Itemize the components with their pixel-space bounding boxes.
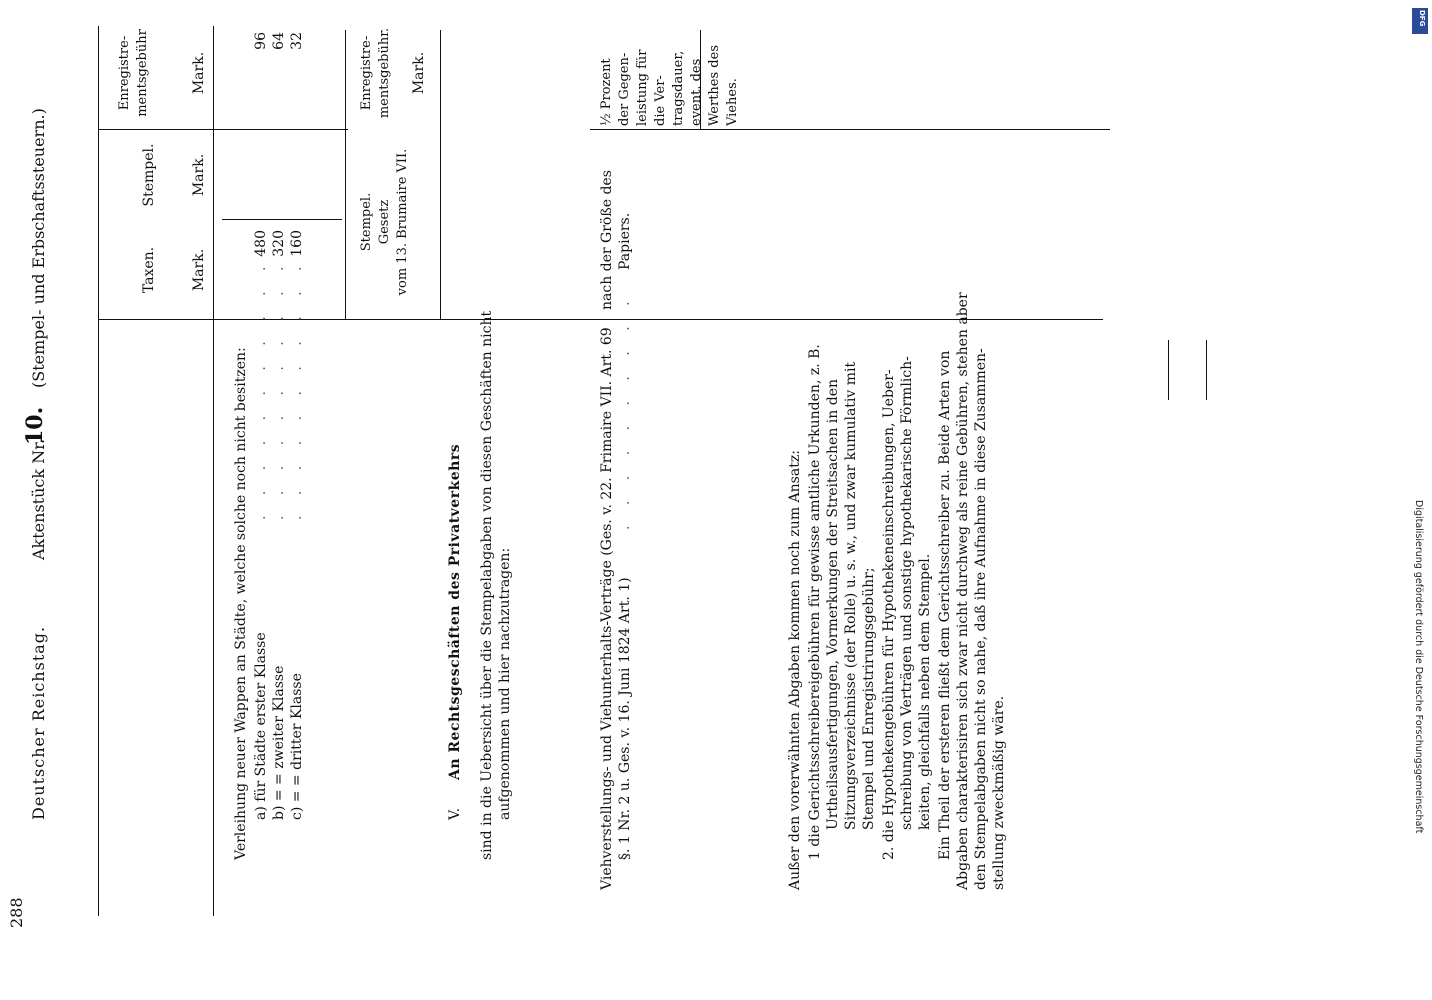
leader-dots: . . . . . . . . . . .: [271, 258, 287, 520]
value-taxen-c: 160: [289, 230, 305, 257]
leader-dots: . . . . . . . . . . .: [289, 258, 305, 520]
entry-gebuehr-line: die Ver-: [653, 75, 668, 126]
entry-stempel-1: nach der Größe des: [599, 170, 615, 310]
dfg-logo: [1412, 8, 1428, 34]
unit-taxen: Mark.: [191, 248, 207, 292]
value-gebuehr-b: 64: [271, 32, 287, 50]
sub-header-enreg-2: mentsgebühr.: [377, 27, 392, 119]
closing-line: Abgaben charakterisiren sich zwar nicht durchweg als reine Gebühren, stehen aber: [955, 292, 971, 890]
closing-line: schreibung von Verträgen und sonstige hypothekarische Förmlich-: [899, 356, 915, 830]
column-divider-main: [98, 319, 1103, 320]
closing-intro: Außer den vorerwähnten Abgaben kommen noch zum Ansatz:: [787, 450, 803, 890]
entry-gebuehr-line: tragsdauer,: [671, 50, 686, 126]
entry-line-1: Viehverstellungs- und Viehunterhalts-Verträge (Ges. v. 22. Frimaire VII. Art. 69: [599, 327, 615, 890]
value-taxen-a: 480: [253, 230, 269, 257]
col-divider-a: [222, 219, 342, 220]
closing-line: keiten, gleichfalls neben dem Stempel.: [917, 553, 933, 830]
entry-gebuehr-line: event. des: [689, 58, 704, 126]
header-right: (Stempel- und Erbschaftssteuern.): [29, 108, 48, 388]
dfg-logo-text: DFG: [1418, 10, 1426, 27]
subtable-rule-1: [345, 30, 346, 320]
sub-header-stempel-3: vom 13. Brumaire VII.: [395, 148, 410, 296]
col-header-enreg-2: mentsgebühr: [135, 29, 150, 117]
section-v-line-2: aufgenommen und hier nachzutragen:: [497, 547, 513, 820]
sub-header-enreg-unit: Mark.: [411, 51, 427, 95]
section-iv-row-a: a) für Städte erster Klasse: [253, 632, 269, 820]
sub-header-stempel-2: Gesetz: [377, 199, 392, 245]
col-divider-c: [590, 129, 1110, 130]
entry-gebuehr-line: Viehes.: [725, 78, 740, 126]
col-header-taxen: Taxen.: [141, 246, 157, 294]
stray-mark: [1206, 340, 1207, 400]
closing-line: 2. die Hypothekengebühren für Hypothekeneinschreibungen, Ueber-: [881, 369, 897, 860]
top-rule: [98, 26, 99, 916]
leader-dots: . . . . . . . . . .: [617, 293, 633, 530]
entry-line-2: §. 1 Nr. 2 u. Ges. v. 16. Juni 1824 Art. 1): [617, 577, 633, 860]
col-divider-b: [98, 129, 348, 130]
value-gebuehr-c: 32: [289, 32, 305, 50]
header-left: Deutscher Reichstag.: [29, 625, 48, 820]
stray-mark: [1168, 340, 1169, 400]
section-v-heading: An Rechtsgeschäften des Privatverkehrs: [447, 443, 463, 780]
section-iv-row-b: b) = = zweiter Klasse: [271, 665, 287, 820]
closing-line: Stempel und Enregistrirungsgebühr;: [861, 567, 877, 830]
entry-gebuehr-line: leistung für: [635, 49, 650, 126]
unit-gebuehr: Mark.: [191, 51, 207, 95]
col-header-stempel: Stempel.: [141, 143, 157, 207]
section-v-number: V.: [447, 807, 463, 820]
closing-line: Ein Theil der ersteren fließt dem Gerichtsschreiber zu. Beide Arten von: [937, 350, 953, 860]
header-bottom-rule: [213, 26, 214, 916]
sub-header-stempel-1: Stempel.: [359, 192, 374, 252]
unit-stempel: Mark.: [191, 153, 207, 197]
section-iv-row-c: c) = = dritter Klasse: [289, 673, 305, 820]
entry-gebuehr-line: der Gegen-: [617, 52, 632, 126]
subtable-rule-2: [440, 30, 441, 320]
entry-stempel-2: Papiers.: [617, 212, 633, 270]
entry-gebuehr-line: ½ Prozent: [599, 58, 614, 126]
closing-line: Sitzungsverzeichnisse (der Rolle) u. s. w., und zwar kumulativ mit: [843, 361, 859, 830]
closing-line: 1 die Gerichtsschreibereigebühren für gewisse amtliche Urkunden, z. B.: [807, 344, 823, 860]
header-center-prefix: Aktenstück Nr.: [29, 438, 48, 560]
section-v-line-1: sind in die Uebersicht über die Stempelabgaben von diesen Geschäften nicht: [479, 310, 495, 860]
attribution-note: [1410, 500, 1422, 900]
entry-gebuehr-line: Werthes des: [707, 45, 722, 126]
leader-dots: . . . . . . . . . . .: [253, 258, 269, 520]
header-center-number: 10.: [22, 406, 48, 445]
value-taxen-b: 320: [271, 230, 287, 257]
closing-line: stellung zweckmäßig wäre.: [991, 695, 1007, 890]
col-header-enreg-1: Enregistre-: [117, 35, 132, 111]
closing-line: den Stempelabgaben nicht so nahe, daß ihre Aufnahme in diese Zusammen-: [973, 348, 989, 890]
section-iv-intro: Verleihung neuer Wappen an Städte, welche solche noch nicht besitzen:: [233, 347, 249, 860]
page-number: 288: [7, 897, 26, 928]
attribution-text: Digitalisierung gefördert durch die Deutsche Forschungsgemeinschaft: [1413, 500, 1424, 834]
closing-line: Urtheilsausfertigungen, Vormerkungen der Streitsachen in den: [825, 379, 841, 830]
value-gebuehr-a: 96: [253, 32, 269, 50]
sub-header-enreg-1: Enregistre-: [359, 35, 374, 111]
